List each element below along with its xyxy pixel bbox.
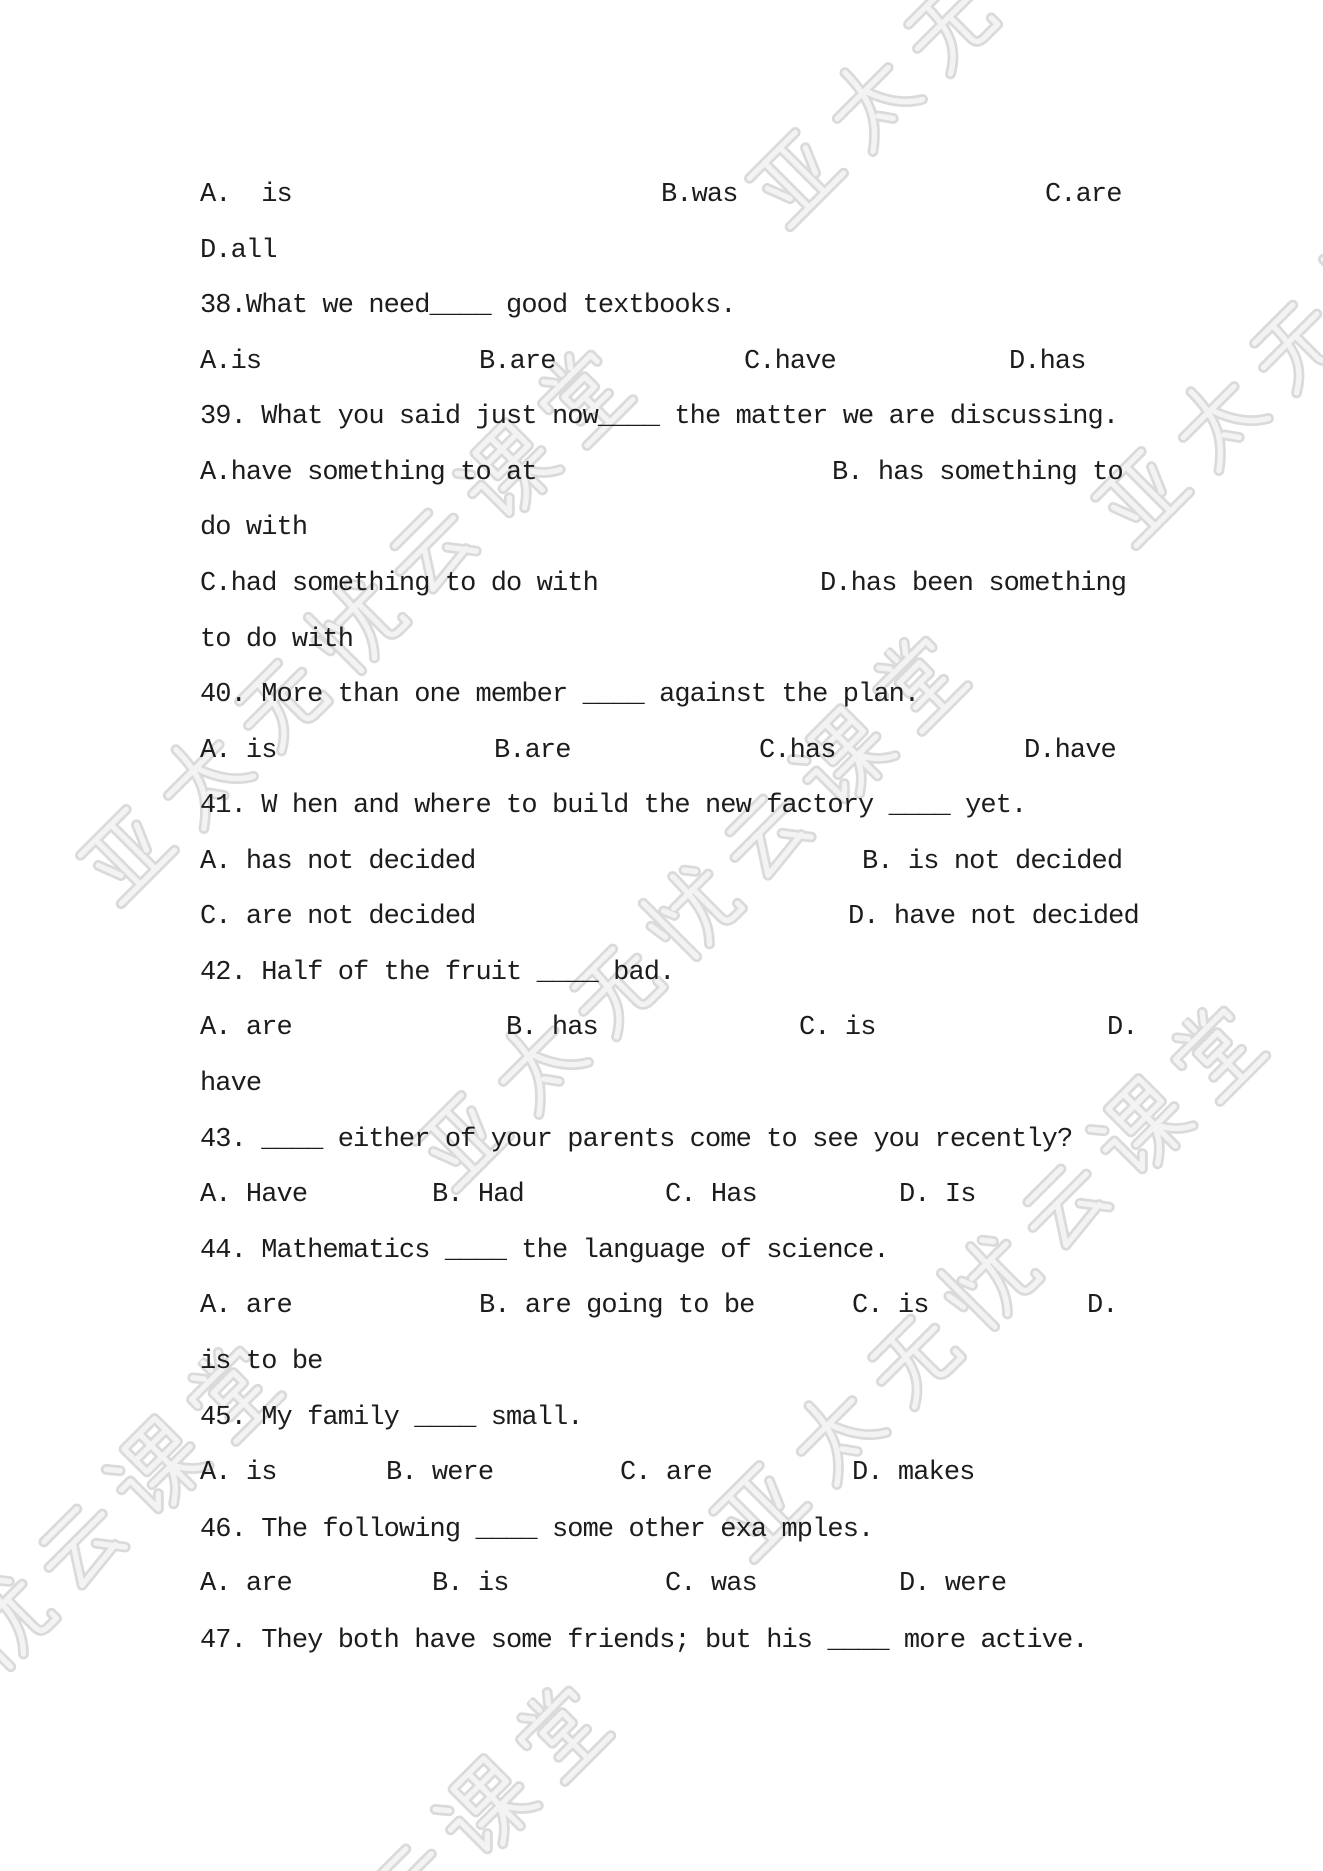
option-d: D. were: [899, 1569, 1007, 1599]
option-c: C. was: [665, 1569, 757, 1599]
question-45: [0, 1390, 1323, 1446]
option-d: D.has been something: [820, 569, 1127, 599]
option-a: A.have something to at: [200, 458, 537, 488]
option-a: A. are: [200, 1013, 292, 1043]
options-line: [0, 889, 1323, 945]
option-a: A. are: [200, 1291, 292, 1321]
options-line: [0, 1556, 1323, 1612]
options-line: [0, 1167, 1323, 1223]
option-b-continuation: do with: [200, 513, 308, 543]
option-a: A.is: [200, 347, 262, 377]
question-stem: 47. They both have some friends; but his ____ more active.: [200, 1626, 1088, 1656]
option-d: D. have not decided: [848, 902, 1139, 932]
question-43: [0, 1112, 1323, 1168]
option-c: C. are not decided: [200, 902, 476, 932]
option-d: D. makes: [852, 1458, 975, 1488]
question-stem: 40. More than one member ____ against the plan.: [200, 680, 920, 710]
option-b: B. is: [432, 1569, 509, 1599]
option-c: C.are: [1045, 180, 1122, 210]
option-c: C. is: [799, 1013, 876, 1043]
option-a: A. is: [200, 1458, 277, 1488]
question-stem: 41. W hen and where to build the new factory ____ yet.: [200, 791, 1027, 821]
option-b: B. has something to: [832, 458, 1123, 488]
question-40: [0, 667, 1323, 723]
option-b: B. Had: [432, 1180, 524, 1210]
options-line: [0, 500, 1323, 556]
options-line: [0, 334, 1323, 390]
option-b: B.was: [661, 180, 738, 210]
option-c: C. Has: [665, 1180, 757, 1210]
options-line: [0, 834, 1323, 890]
option-d: D.has: [1009, 347, 1086, 377]
option-d: D.all: [200, 236, 277, 266]
option-b: B. has: [506, 1013, 598, 1043]
question-stem: 39. What you said just now____ the matter we are discussing.: [200, 402, 1119, 432]
option-b: B. are going to be: [479, 1291, 755, 1321]
question-stem: 38.What we need____ good textbooks.: [200, 291, 736, 321]
options-line: [0, 223, 1323, 279]
options-line: [0, 445, 1323, 501]
options-line: [0, 1000, 1323, 1056]
question-38: [0, 278, 1323, 334]
question-47: [0, 1613, 1323, 1669]
option-d: D. Is: [899, 1180, 976, 1210]
options-line: [0, 556, 1323, 612]
question-39: [0, 389, 1323, 445]
option-a: A. Have: [200, 1180, 308, 1210]
question-42: [0, 945, 1323, 1001]
question-44: [0, 1223, 1323, 1279]
option-a: A. is: [200, 180, 292, 210]
question-stem: 45. My family ____ small.: [200, 1403, 583, 1433]
option-c: C. is: [852, 1291, 929, 1321]
option-d-continuation: have: [200, 1069, 262, 1099]
options-line: [0, 167, 1323, 223]
option-d: D.: [1087, 1291, 1118, 1321]
option-b: B. were: [386, 1458, 494, 1488]
question-stem: 44. Mathematics ____ the language of science.: [200, 1236, 889, 1266]
option-c: C. are: [620, 1458, 712, 1488]
option-d: D.have: [1024, 736, 1116, 766]
options-line: [0, 1445, 1323, 1501]
options-line: [0, 1334, 1323, 1390]
option-a: A. has not decided: [200, 847, 476, 877]
option-b: B.are: [479, 347, 556, 377]
option-c: C.had something to do with: [200, 569, 598, 599]
question-stem: 46. The following ____ some other exa mples.: [200, 1515, 874, 1545]
option-d-continuation: is to be: [200, 1347, 323, 1377]
question-46: [0, 1502, 1323, 1558]
option-b: B. is not decided: [862, 847, 1123, 877]
question-41: [0, 778, 1323, 834]
option-a: A. are: [200, 1569, 292, 1599]
question-stem: 42. Half of the fruit ____ bad.: [200, 958, 675, 988]
option-c: C.have: [744, 347, 836, 377]
options-line: [0, 1278, 1323, 1334]
option-b: B.are: [494, 736, 571, 766]
options-line: [0, 612, 1323, 668]
option-d-continuation: to do with: [200, 625, 354, 655]
question-stem: 43. ____ either of your parents come to see you recently?: [200, 1125, 1073, 1155]
option-d: D.: [1107, 1013, 1138, 1043]
options-line: [0, 723, 1323, 779]
option-c: C.has: [759, 736, 836, 766]
options-line: [0, 1056, 1323, 1112]
option-a: A. is: [200, 736, 277, 766]
